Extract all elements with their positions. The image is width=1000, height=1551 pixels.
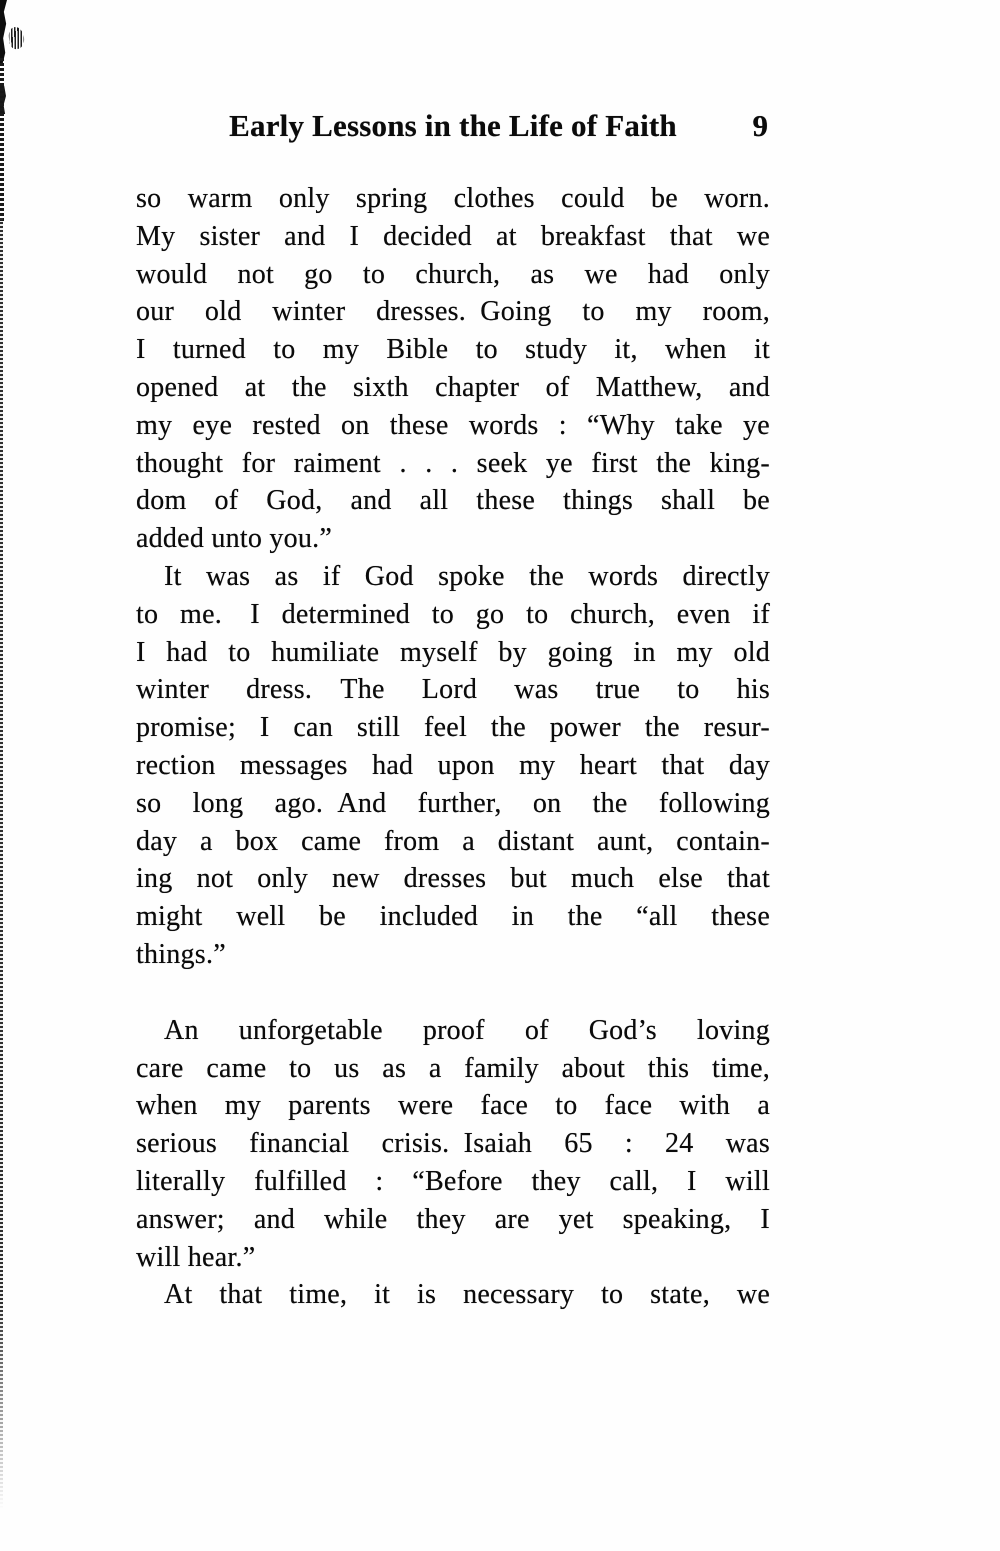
text-line: At that time, it is necessary to state, we	[164, 1279, 770, 1311]
text-line: dom of God, and all these things shall be	[136, 485, 770, 517]
binding-edge-artifact-top	[0, 0, 7, 66]
text-line: I had to humiliate myself by going in my old	[136, 636, 770, 668]
paragraph-1	[136, 180, 770, 558]
page-body	[136, 180, 770, 1314]
text-line: my eye rested on these words : “Why take ye	[136, 409, 770, 441]
text-line: so warm only spring clothes could be worn.	[136, 183, 770, 214]
text-line: added unto you.”	[136, 523, 333, 555]
paragraph-2	[136, 558, 770, 974]
text-line: An unforgetable proof of God’s loving	[164, 1014, 770, 1046]
text-line: so long ago. And further, on the following	[136, 787, 770, 819]
text-line: day a box came from a distant aunt, contain-	[136, 825, 770, 857]
text-line: rection messages had upon my heart that day	[136, 749, 770, 781]
text-line: It was as if God spoke the words directly	[164, 560, 770, 592]
paragraph-4	[136, 1276, 770, 1314]
text-line: might well be included in the “all these	[136, 901, 770, 933]
binding-edge-artifact-line	[0, 218, 3, 1510]
text-line: literally fulfilled : “Before they call, I will	[136, 1165, 770, 1197]
text-line: promise; I can still feel the power the resur-	[136, 712, 770, 744]
text-line: when my parents were face to face with a	[136, 1090, 770, 1122]
text-line: winter dress. The Lord was true to his	[136, 674, 770, 706]
page-number: 9	[752, 108, 768, 143]
text-line: our old winter dresses. Going to my room,	[136, 296, 770, 328]
text-line: My sister and I decided at breakfast that we	[136, 220, 770, 252]
ink-smudge	[8, 26, 25, 49]
paragraph-3	[136, 1012, 770, 1277]
text-line: to me. I determined to go to church, even if	[136, 598, 770, 630]
text-line: will hear.”	[136, 1241, 256, 1273]
text-line: serious financial crisis. Isaiah 65 : 24 was	[136, 1128, 770, 1160]
running-head	[136, 108, 770, 154]
text-line: opened at the sixth chapter of Matthew, and	[136, 371, 770, 403]
text-line: would not go to church, as we had only	[136, 258, 770, 290]
running-head-title: Early Lessons in the Life of Faith	[229, 108, 677, 143]
text-line: things.”	[136, 938, 226, 970]
text-line: care came to us as a family about this time,	[136, 1052, 770, 1084]
text-line: I turned to my Bible to study it, when it	[136, 334, 770, 366]
text-line: answer; and while they are yet speaking, I	[136, 1203, 770, 1235]
binding-edge-artifact-mid	[0, 58, 4, 223]
text-line: thought for raiment . . . seek ye first the king-	[136, 447, 770, 479]
text-line: ing not only new dresses but much else that	[136, 863, 770, 895]
